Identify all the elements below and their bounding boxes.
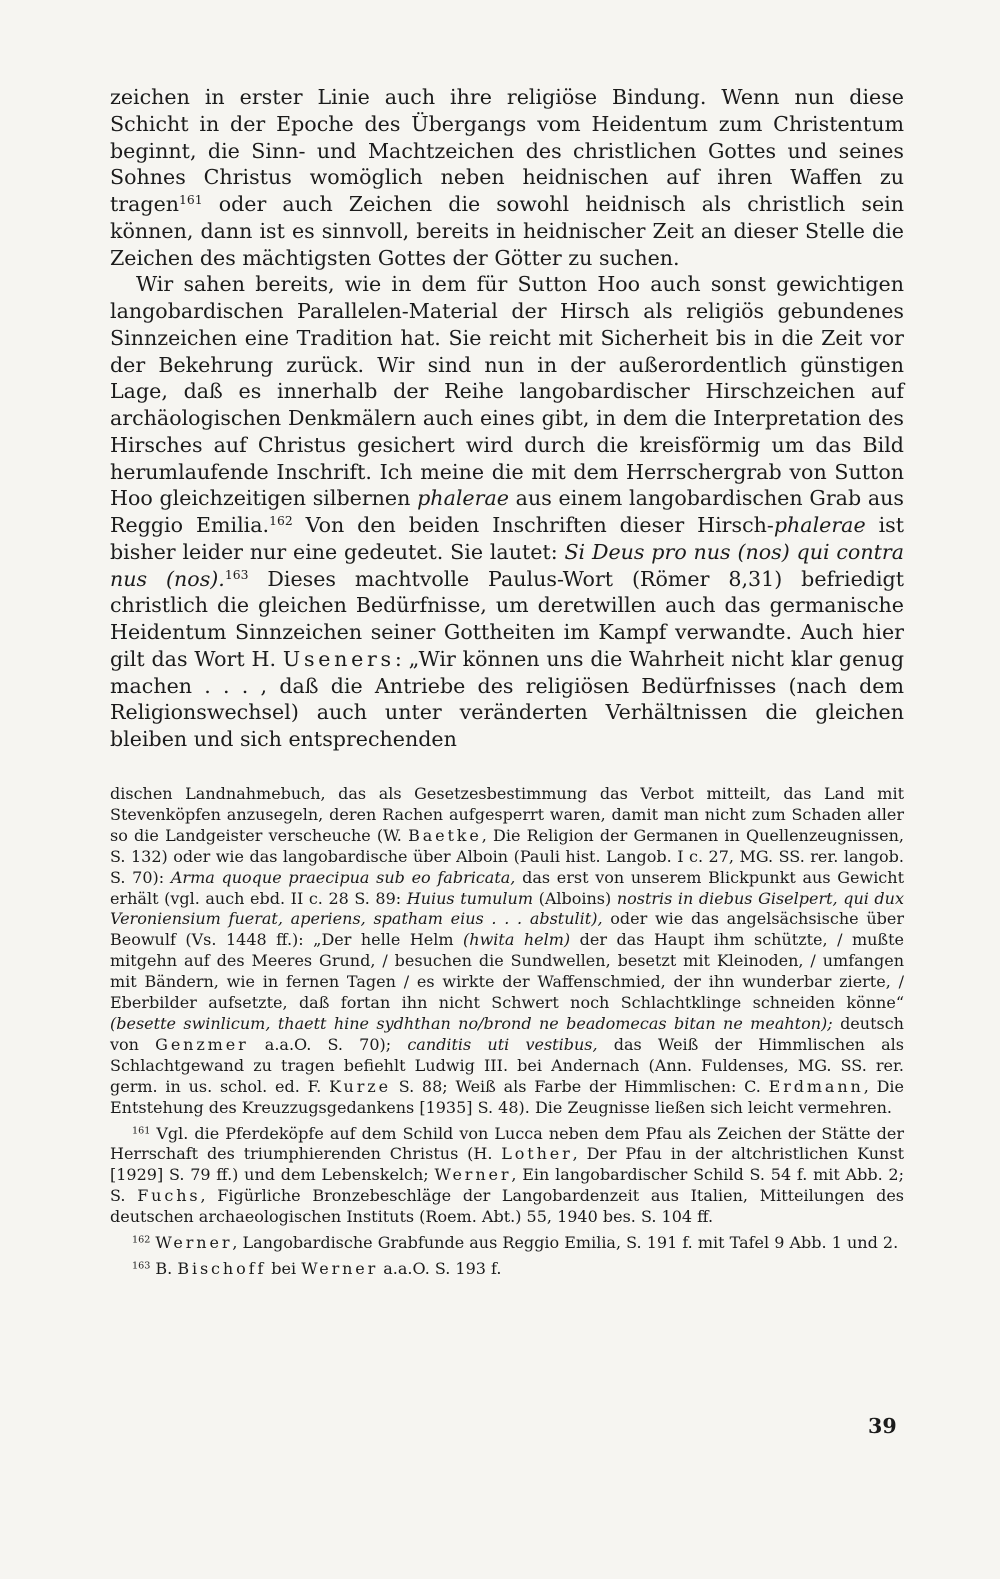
spaced-name: Werner bbox=[155, 1233, 233, 1253]
text-run: S. 88; Weiß als Farbe der Himmlischen: C. bbox=[390, 1076, 769, 1096]
text-run: das erst von unserem Blickpunkt aus Gewicht erhält (vgl. auch ebd. II c. 28 S. 89: bbox=[110, 867, 904, 908]
text-run: oder auch Zeichen die sowohl heidnisch als christlich sein können, dann ist es sinnvoll, bereits in heidnischer Zeit an dieser Stelle die Zeichen des mächtigsten Gottes der Götter zu suchen. bbox=[110, 192, 904, 270]
text-run: deutsch von bbox=[110, 1013, 904, 1054]
text-run: , Die Religion der Germanen in Quellenzeugnissen, S. 132) oder wie das langobardische über Alboin (Pauli hist. Langob. I c. 27, MG. SS. rer. langob. S. 70): bbox=[110, 825, 905, 887]
spaced-name: Bischoff bbox=[177, 1258, 267, 1278]
italic-quote: nostris in diebus Giselpert, qui dux Veroniensium fuerat, aperiens, spatham eius . . . abstulit), bbox=[110, 888, 905, 929]
spaced-name: Werner bbox=[434, 1165, 512, 1185]
footnote-number: 163 bbox=[132, 1260, 151, 1272]
spaced-name: Erdmann bbox=[768, 1076, 864, 1096]
spaced-name: Fuchs bbox=[137, 1186, 201, 1206]
paragraph-2 bbox=[110, 271, 904, 753]
text-run: a.a.O. S. 193 f. bbox=[378, 1258, 502, 1278]
italic-term: phalerae bbox=[773, 513, 866, 537]
text-run: bei bbox=[266, 1258, 302, 1278]
text-run: oder wie das angelsächsische über Beowulf (Vs. 1448 ff.): „Der helle Helm bbox=[110, 909, 904, 950]
italic-quote: Si Deus pro nus (nos) qui contra nus (nos). bbox=[110, 539, 904, 591]
main-text bbox=[110, 84, 904, 753]
footnote-ref-163: 163 bbox=[224, 567, 249, 582]
footnote-number: 162 bbox=[132, 1234, 151, 1246]
italic-term: phalerae bbox=[417, 486, 509, 511]
footnote-163 bbox=[110, 1259, 904, 1280]
text-run: , Ein langobardischer Schild S. 54 f. mit Abb. 2; S. bbox=[110, 1165, 904, 1206]
text-run: (Alboins) bbox=[533, 888, 617, 908]
spaced-name: Baetke bbox=[408, 825, 482, 845]
text-run: , Der Pfau in der altchristlichen Kunst [1929] S. 79 ff.) und dem Lebenskelch; bbox=[110, 1144, 904, 1185]
footnote-162 bbox=[110, 1233, 904, 1254]
text-run: Vgl. die Pferdeköpfe auf dem Schild von Lucca neben dem Pfau als Zeichen der Stätte der Herrschaft des triumphierenden Christus (H. bbox=[110, 1123, 904, 1164]
italic-quote: (hwita helm) bbox=[463, 930, 571, 950]
text-run: ist bisher leider nur eine gedeutet. Sie lautet: bbox=[110, 513, 904, 564]
footnote-ref-161: 161 bbox=[179, 193, 203, 208]
text-run: Dieses machtvolle Paulus-Wort (Römer 8,31) befriedigt christlich die gleichen Bedürfnisse, um deretwillen auch das germanische Heidentum Sinnzeichen seiner Gottheiten im Kampf verwandte. Auch hier gilt das Wort H. bbox=[110, 566, 904, 671]
footnote-number: 161 bbox=[132, 1125, 151, 1137]
spaced-name: Genzmer bbox=[155, 1034, 249, 1054]
text-run: der das Haupt ihm schützte, / mußte mitgehn auf des Meeres Grund, / besuchen die Sundwellen, besetzt mit Kleinoden, / umfangen mit Bändern, wie in fernen Tagen / es wirkte der Waffenschmied, der ihn wunderbar zierte, / Eberbilder aufsetzte, daß fortan ihn nicht Schwert noch Schlachtklinge schneiden könne“ bbox=[110, 930, 905, 1013]
paragraph-1 bbox=[110, 84, 904, 271]
text-run: dischen Landnahmebuch, das als Gesetzesbestimmung das Verbot mitteilt, das Land mit Stevenköpfen anzusegeln, deren Rachen aufgesperrt waren, damit man nicht zum Schaden aller so die Landgeister verscheuche (W. bbox=[110, 784, 904, 845]
text-run: , Die Entstehung des Kreuzzugsgedankens [1935] S. 48). Die Zeugnisse ließen sich leicht vermehren. bbox=[110, 1076, 905, 1117]
text-run: das Weiß der Himmlischen als Schlachtgewand zu tragen befiehlt Ludwig III. bei Andernach (Ann. Fuldenses, MG. SS. rer. germ. in us. schol. ed. F. bbox=[110, 1034, 905, 1096]
text-run: , Figürliche Bronzebeschläge der Langobardenzeit aus Italien, Mitteilungen des deutschen archaeologischen Instituts (Roem. Abt.) 55, 1940 bes. S. 104 ff. bbox=[110, 1186, 905, 1227]
footnote-continuation bbox=[110, 784, 904, 1119]
italic-quote: Arma quoque praecipua sub eo fabricata, bbox=[170, 867, 516, 887]
text-run: , Langobardische Grabfunde aus Reggio Emilia, S. 191 f. mit Tafel 9 Abb. 1 und 2. bbox=[232, 1233, 899, 1253]
text-run: aus einem langobardischen Grab aus Reggio Emilia. bbox=[110, 486, 904, 537]
spaced-name: Werner bbox=[301, 1258, 379, 1278]
spaced-name: Kurze bbox=[329, 1076, 391, 1096]
text-run: a.a.O. S. 70); bbox=[248, 1034, 408, 1054]
page-number: 39 bbox=[868, 1414, 897, 1438]
text-run: Wir sahen bereits, wie in dem für Sutton Hoo auch sonst gewichtigen langobardischen Parallelen-Material der Hirsch als religiös gebundenes Sinnzeichen eine Tradition hat. Sie reicht mit Sicherheit bis in die Zeit vor der Bekehrung zurück. Wir sind nun in der außerordentlich günstigen Lage, daß es innerhalb der Reihe langobardischer Hirschzeichen auf archäologischen Denkmälern auch eines gibt, in dem die Interpretation des Hirsches auf Christus gesichert wird durch die kreisförmig um das Bild herumlaufende Inschrift. Ich meine die mit dem Herrschergrab von Sutton Hoo gleichzeitigen silbernen bbox=[110, 272, 904, 511]
footnote-ref-162: 162 bbox=[269, 514, 293, 529]
spaced-name: Lother bbox=[501, 1144, 573, 1164]
spaced-name: Useners bbox=[282, 646, 395, 671]
italic-quote: Huius tumulum bbox=[406, 888, 534, 908]
text-run: zeichen in erster Linie auch ihre religiöse Bindung. Wenn nun diese Schicht in der Epoche des Übergangs vom Heidentum zum Christentum beginnt, die Sinn- und Machtzeichen des christlichen Gottes und seines Sohnes Christus womöglich neben heidnischen auf ihren Waffen zu tragen bbox=[110, 85, 904, 216]
text-run: B. bbox=[150, 1258, 178, 1278]
italic-quote: canditis uti vestibus, bbox=[407, 1034, 598, 1054]
italic-quote: (besette swinlicum, thaett hine sydhthan no/brond ne beadomecas bitan ne meahton); bbox=[110, 1013, 833, 1033]
text-run: : „Wir können uns die Wahrheit nicht klar genug machen . . . , daß die Antriebe des religiösen Bedürfnisses (nach dem Religionswechsel) auch unter veränderten Verhältnissen die gleichen bleiben und sich entsprechenden bbox=[110, 646, 905, 751]
footnote-161 bbox=[110, 1124, 904, 1229]
text-run: Von den beiden Inschriften dieser Hirsch- bbox=[292, 513, 774, 537]
footnotes bbox=[110, 784, 904, 1280]
